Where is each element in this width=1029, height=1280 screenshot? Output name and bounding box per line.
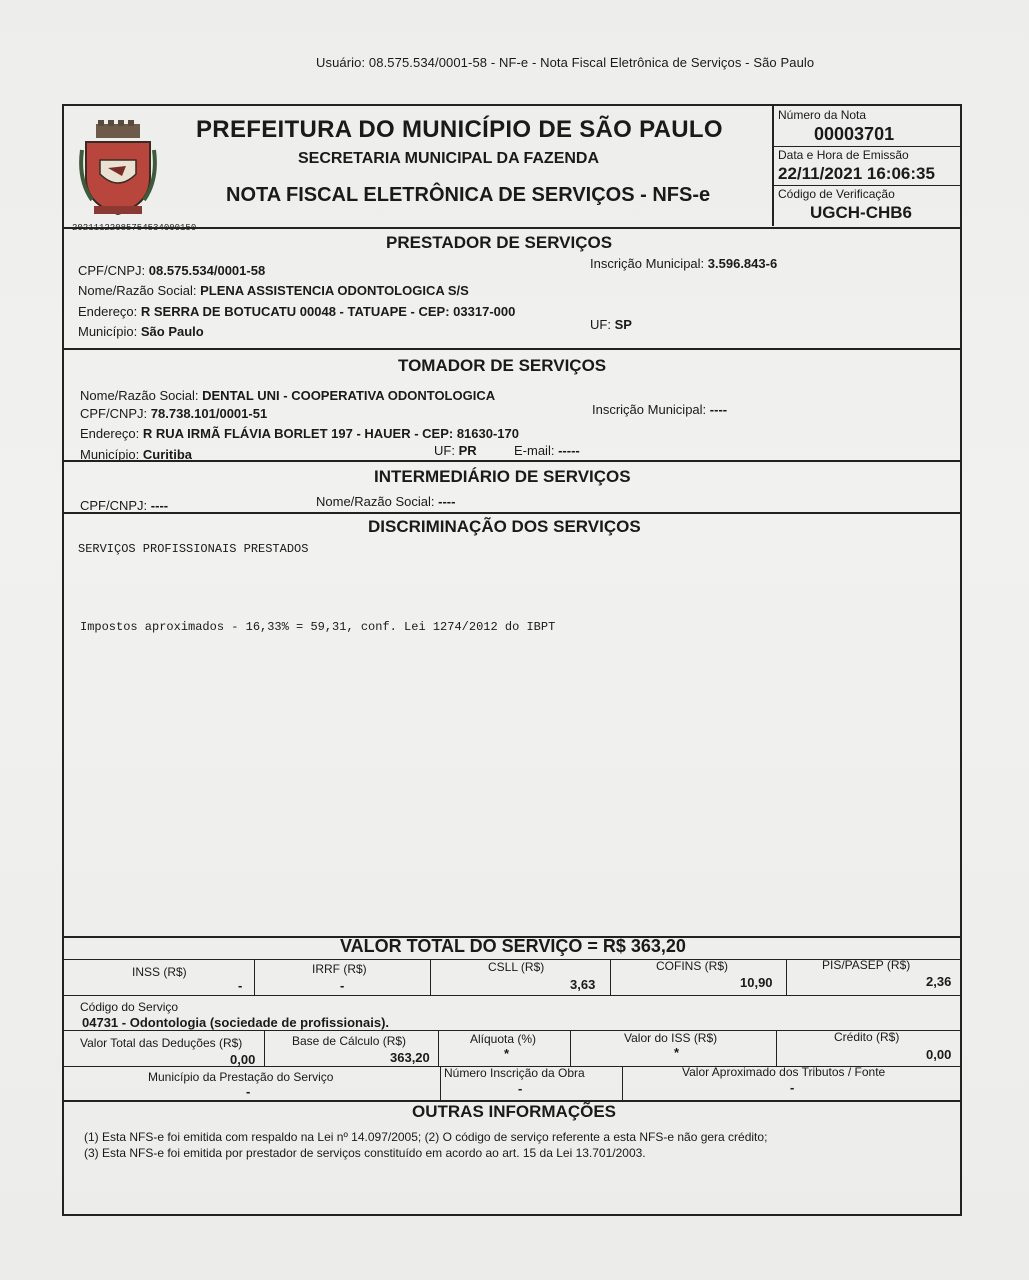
prestador-city: Município: São Paulo xyxy=(78,324,204,339)
service-code-value: 04731 - Odontologia (sociedade de profissionais). xyxy=(82,1015,390,1030)
outras-informacoes-line1: (1) Esta NFS-e foi emitida com respaldo na Lei nº 14.097/2005; (2) O código de serviço referente a esta NFS-e não gera crédito; xyxy=(84,1130,768,1144)
inss-value: - xyxy=(238,978,243,993)
work-registration-label: Número Inscrição da Obra xyxy=(444,1066,585,1080)
discriminacao-title: DISCRIMINAÇÃO DOS SERVIÇOS xyxy=(368,517,641,536)
service-city-label: Município da Prestação do Serviço xyxy=(148,1070,334,1084)
iss-value: * xyxy=(674,1045,680,1060)
prestador-address: Endereço: R SERRA DE BOTUCATU 00048 - TATUAPE - CEP: 03317-000 xyxy=(78,304,516,319)
document-title: NOTA FISCAL ELETRÔNICA DE SERVIÇOS - NFS-e xyxy=(226,184,711,206)
prestador-uf: UF: SP xyxy=(590,317,632,332)
pis-pasep-value: 2,36 xyxy=(926,974,952,989)
intermediario-title: INTERMEDIÁRIO DE SERVIÇOS xyxy=(374,467,631,486)
calc-base-label: Base de Cálculo (R$) xyxy=(292,1034,407,1048)
tomador-cpf: CPF/CNPJ: 78.738.101/0001-51 xyxy=(80,406,268,421)
prestador-name: Nome/Razão Social: PLENA ASSISTENCIA ODONTOLOGICA S/S xyxy=(78,283,469,298)
outras-informacoes-line2: (3) Esta NFS-e foi emitida por prestador de serviços constituído em acordo ao art. 15 da Lei 13.701/2003. xyxy=(84,1146,646,1160)
irrf-value: - xyxy=(340,978,345,993)
irrf-label: IRRF (R$) xyxy=(312,962,367,976)
tomador-title: TOMADOR DE SERVIÇOS xyxy=(398,356,607,375)
tomador-city: Município: Curitiba xyxy=(80,447,192,462)
verification-code-label: Código de Verificação xyxy=(778,187,895,201)
note-number: 00003701 xyxy=(814,124,895,144)
calc-base-value: 363,20 xyxy=(390,1050,430,1065)
tomador-email: E-mail: ----- xyxy=(514,443,580,458)
verification-code: UGCH-CHB6 xyxy=(810,203,912,222)
note-info-box xyxy=(772,106,962,226)
outras-informacoes-title: OUTRAS INFORMAÇÕES xyxy=(412,1102,616,1121)
page-subtitle: SECRETARIA MUNICIPAL DA FAZENDA xyxy=(298,150,600,167)
deductions-label: Valor Total das Deduções (R$) xyxy=(80,1036,243,1050)
nfse-document xyxy=(62,104,962,1216)
service-code-label: Código do Serviço xyxy=(80,1000,179,1014)
note-number-label: Número da Nota xyxy=(778,108,867,122)
prestador-cpf: CPF/CNPJ: 08.575.534/0001-58 xyxy=(78,263,266,278)
intermediario-cpf: CPF/CNPJ: ---- xyxy=(80,498,169,513)
aliquota-value: * xyxy=(504,1046,510,1061)
tomador-insc: Inscrição Municipal: ---- xyxy=(592,402,728,417)
work-registration-value: - xyxy=(518,1081,523,1096)
sao-paulo-coat-of-arms-icon xyxy=(78,120,158,218)
emission-datetime-label: Data e Hora de Emissão xyxy=(778,148,909,162)
deductions-value: 0,00 xyxy=(230,1052,256,1067)
csll-value: 3,63 xyxy=(570,977,596,992)
inss-label: INSS (R$) xyxy=(132,965,187,979)
service-description: SERVIÇOS PROFISSIONAIS PRESTADOS xyxy=(78,542,309,556)
tomador-uf: UF: PR xyxy=(434,443,477,458)
credit-value: 0,00 xyxy=(926,1047,952,1062)
aliquota-label: Alíquota (%) xyxy=(470,1032,537,1046)
prestador-title: PRESTADOR DE SERVIÇOS xyxy=(386,233,613,252)
user-header-line: Usuário: 08.575.534/0001-58 - NF-e - Nota Fiscal Eletrônica de Serviços - São Paulo xyxy=(316,55,815,70)
crest-code: 20211122085754534000150 xyxy=(72,223,197,233)
total-value: VALOR TOTAL DO SERVIÇO = R$ 363,20 xyxy=(340,936,686,956)
pis-pasep-label: PIS/PASEP (R$) xyxy=(822,958,911,972)
intermediario-name: Nome/Razão Social: ---- xyxy=(316,494,456,509)
document-header xyxy=(64,106,772,233)
csll-label: CSLL (R$) xyxy=(488,960,545,974)
tomador-name: Nome/Razão Social: DENTAL UNI - COOPERATIVA ODONTOLOGICA xyxy=(80,388,496,403)
cofins-label: COFINS (R$) xyxy=(656,959,728,973)
emission-datetime: 22/11/2021 16:06:35 xyxy=(778,164,935,183)
page-title: PREFEITURA DO MUNICÍPIO DE SÃO PAULO xyxy=(196,116,723,143)
credit-label: Crédito (R$) xyxy=(834,1030,900,1044)
tax-estimate-line: Impostos aproximados - 16,33% = 59,31, conf. Lei 1274/2012 do IBPT xyxy=(80,620,556,634)
iss-value-label: Valor do ISS (R$) xyxy=(624,1031,718,1045)
prestador-insc: Inscrição Municipal: 3.596.843-6 xyxy=(590,256,778,271)
tomador-address: Endereço: R RUA IRMÃ FLÁVIA BORLET 197 - HAUER - CEP: 81630-170 xyxy=(80,426,519,441)
approx-taxes-value: - xyxy=(790,1080,795,1095)
service-city-value: - xyxy=(246,1084,251,1099)
approx-taxes-label: Valor Aproximado dos Tributos / Fonte xyxy=(682,1065,886,1079)
cofins-value: 10,90 xyxy=(740,975,773,990)
